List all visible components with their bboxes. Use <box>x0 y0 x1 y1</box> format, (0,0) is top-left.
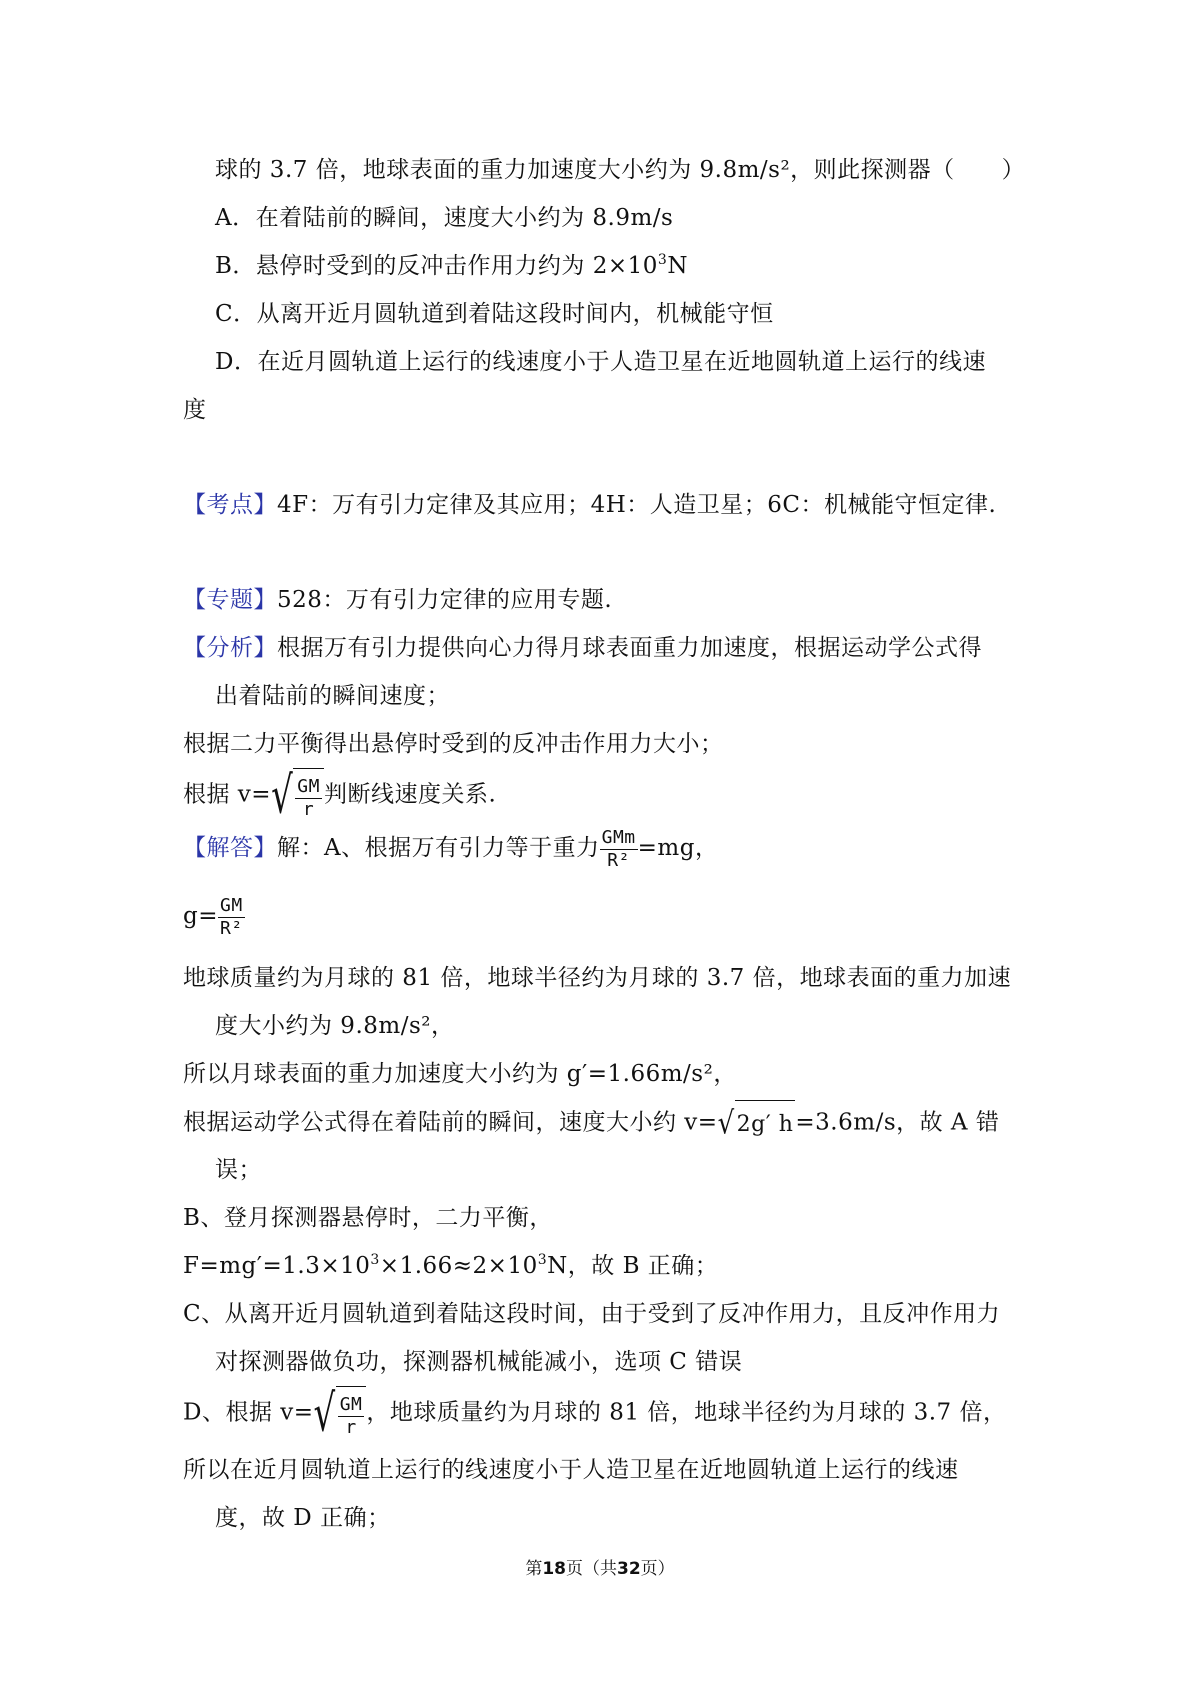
fenxi-line-2: 出着陆前的瞬间速度； <box>215 683 450 709</box>
fenxi-formula-line: 根据 v=√ $\frac{GM}{r}$ 判断线速度关系. <box>183 765 497 826</box>
jieda-line-10: C、从离开近月圆轨道到着陆这段时间，由于受到了反冲作用力，且反冲作用力 <box>183 1301 1001 1327</box>
jieda-tag: 【解答】 <box>183 835 277 861</box>
option-a: A．在着陆前的瞬间，速度大小约为 8.9m/s <box>215 205 674 231</box>
option-d: D．在近月圆轨道上运行的线速度小于人造卫星在近地圆轨道上运行的线速 <box>215 349 986 375</box>
fraction-gmm-r2: $\frac{\text{GMm}}{\text{R²}}$ <box>601 826 636 871</box>
zhuanti-line: 【专题】528：万有引力定律的应用专题. <box>183 587 613 613</box>
g-formula: g= $\frac{GM}{\text{R²}}$ <box>183 894 243 939</box>
kaodian-line: 【考点】4F：万有引力定律及其应用；4H：人造卫星；6C：机械能守恒定律. <box>183 492 997 518</box>
question-line: 球的 3.7 倍，地球表面的重力加速度大小约为 9.8m/s²，则此探测器（ ） <box>215 157 1026 183</box>
option-b: B．悬停时受到的反冲击作用力约为 $2\times 10^3N$ <box>215 252 688 279</box>
jieda-line-5: 所以月球表面的重力加速度大小约为 g′=1.66m/s²， <box>183 1061 737 1087</box>
fenxi-tag: 【分析】 <box>183 635 277 661</box>
jieda-line-6: 根据运动学公式得在着陆前的瞬间，速度大小约 v=√2g′ h=3.6m/s，故 A 错 <box>183 1100 999 1147</box>
jieda-line-13: 所以在近月圆轨道上运行的线速度小于人造卫星在近地圆轨道上运行的线速 <box>183 1457 959 1483</box>
jieda-line: 【解答】解：A、根据万有引力等于重力 $\frac{\text{GMm}}{\text{R²}}$ =mg， <box>183 826 719 871</box>
jieda-line-9: $F=mg'=1.3\times 10^3\times 1.66\approx 2\times 10^3N$，故 B 正确； <box>183 1252 719 1279</box>
total-page-number: 32 <box>617 1559 641 1579</box>
jieda-line-12: D、根据 v=√ $\frac{GM}{r}$ ，地球质量约为月球的 81 倍，地球半径约为月球的 3.7 倍， <box>183 1383 1007 1444</box>
jieda-line-3: 地球质量约为月球的 81 倍，地球半径约为月球的 3.7 倍，地球表面的重力加速 <box>183 965 1012 991</box>
current-page-number: 18 <box>542 1559 566 1579</box>
zhuanti-tag: 【专题】 <box>183 587 277 613</box>
fenxi-line-3: 根据二力平衡得出悬停时受到的反冲击作用力大小； <box>183 731 724 757</box>
jieda-line-8: B、登月探测器悬停时，二力平衡， <box>183 1205 553 1231</box>
sqrt-formula: √ $\frac{GM}{r}$ <box>271 768 324 823</box>
jieda-line-7: 误； <box>215 1157 262 1183</box>
sqrt-2gh: √2g′ h <box>718 1100 796 1147</box>
kaodian-tag: 【考点】 <box>183 492 277 518</box>
fenxi-line: 【分析】根据万有引力提供向心力得月球表面重力加速度，根据运动学公式得 <box>183 635 982 661</box>
sqrt-gm-r: √ $\frac{GM}{r}$ <box>314 1386 367 1441</box>
fraction-gm-r2: $\frac{GM}{\text{R²}}$ <box>220 894 243 939</box>
option-c: C．从离开近月圆轨道到着陆这段时间内，机械能守恒 <box>215 301 774 327</box>
page-footer: 第18页（共32页） <box>525 1559 675 1579</box>
jieda-line-4: 度大小约为 9.8m/s²， <box>215 1013 455 1039</box>
jieda-line-11: 对探测器做负功，探测器机械能减小，选项 C 错误 <box>215 1349 743 1375</box>
option-d-wrap: 度 <box>183 397 207 423</box>
jieda-line-14: 度，故 D 正确； <box>215 1505 391 1531</box>
